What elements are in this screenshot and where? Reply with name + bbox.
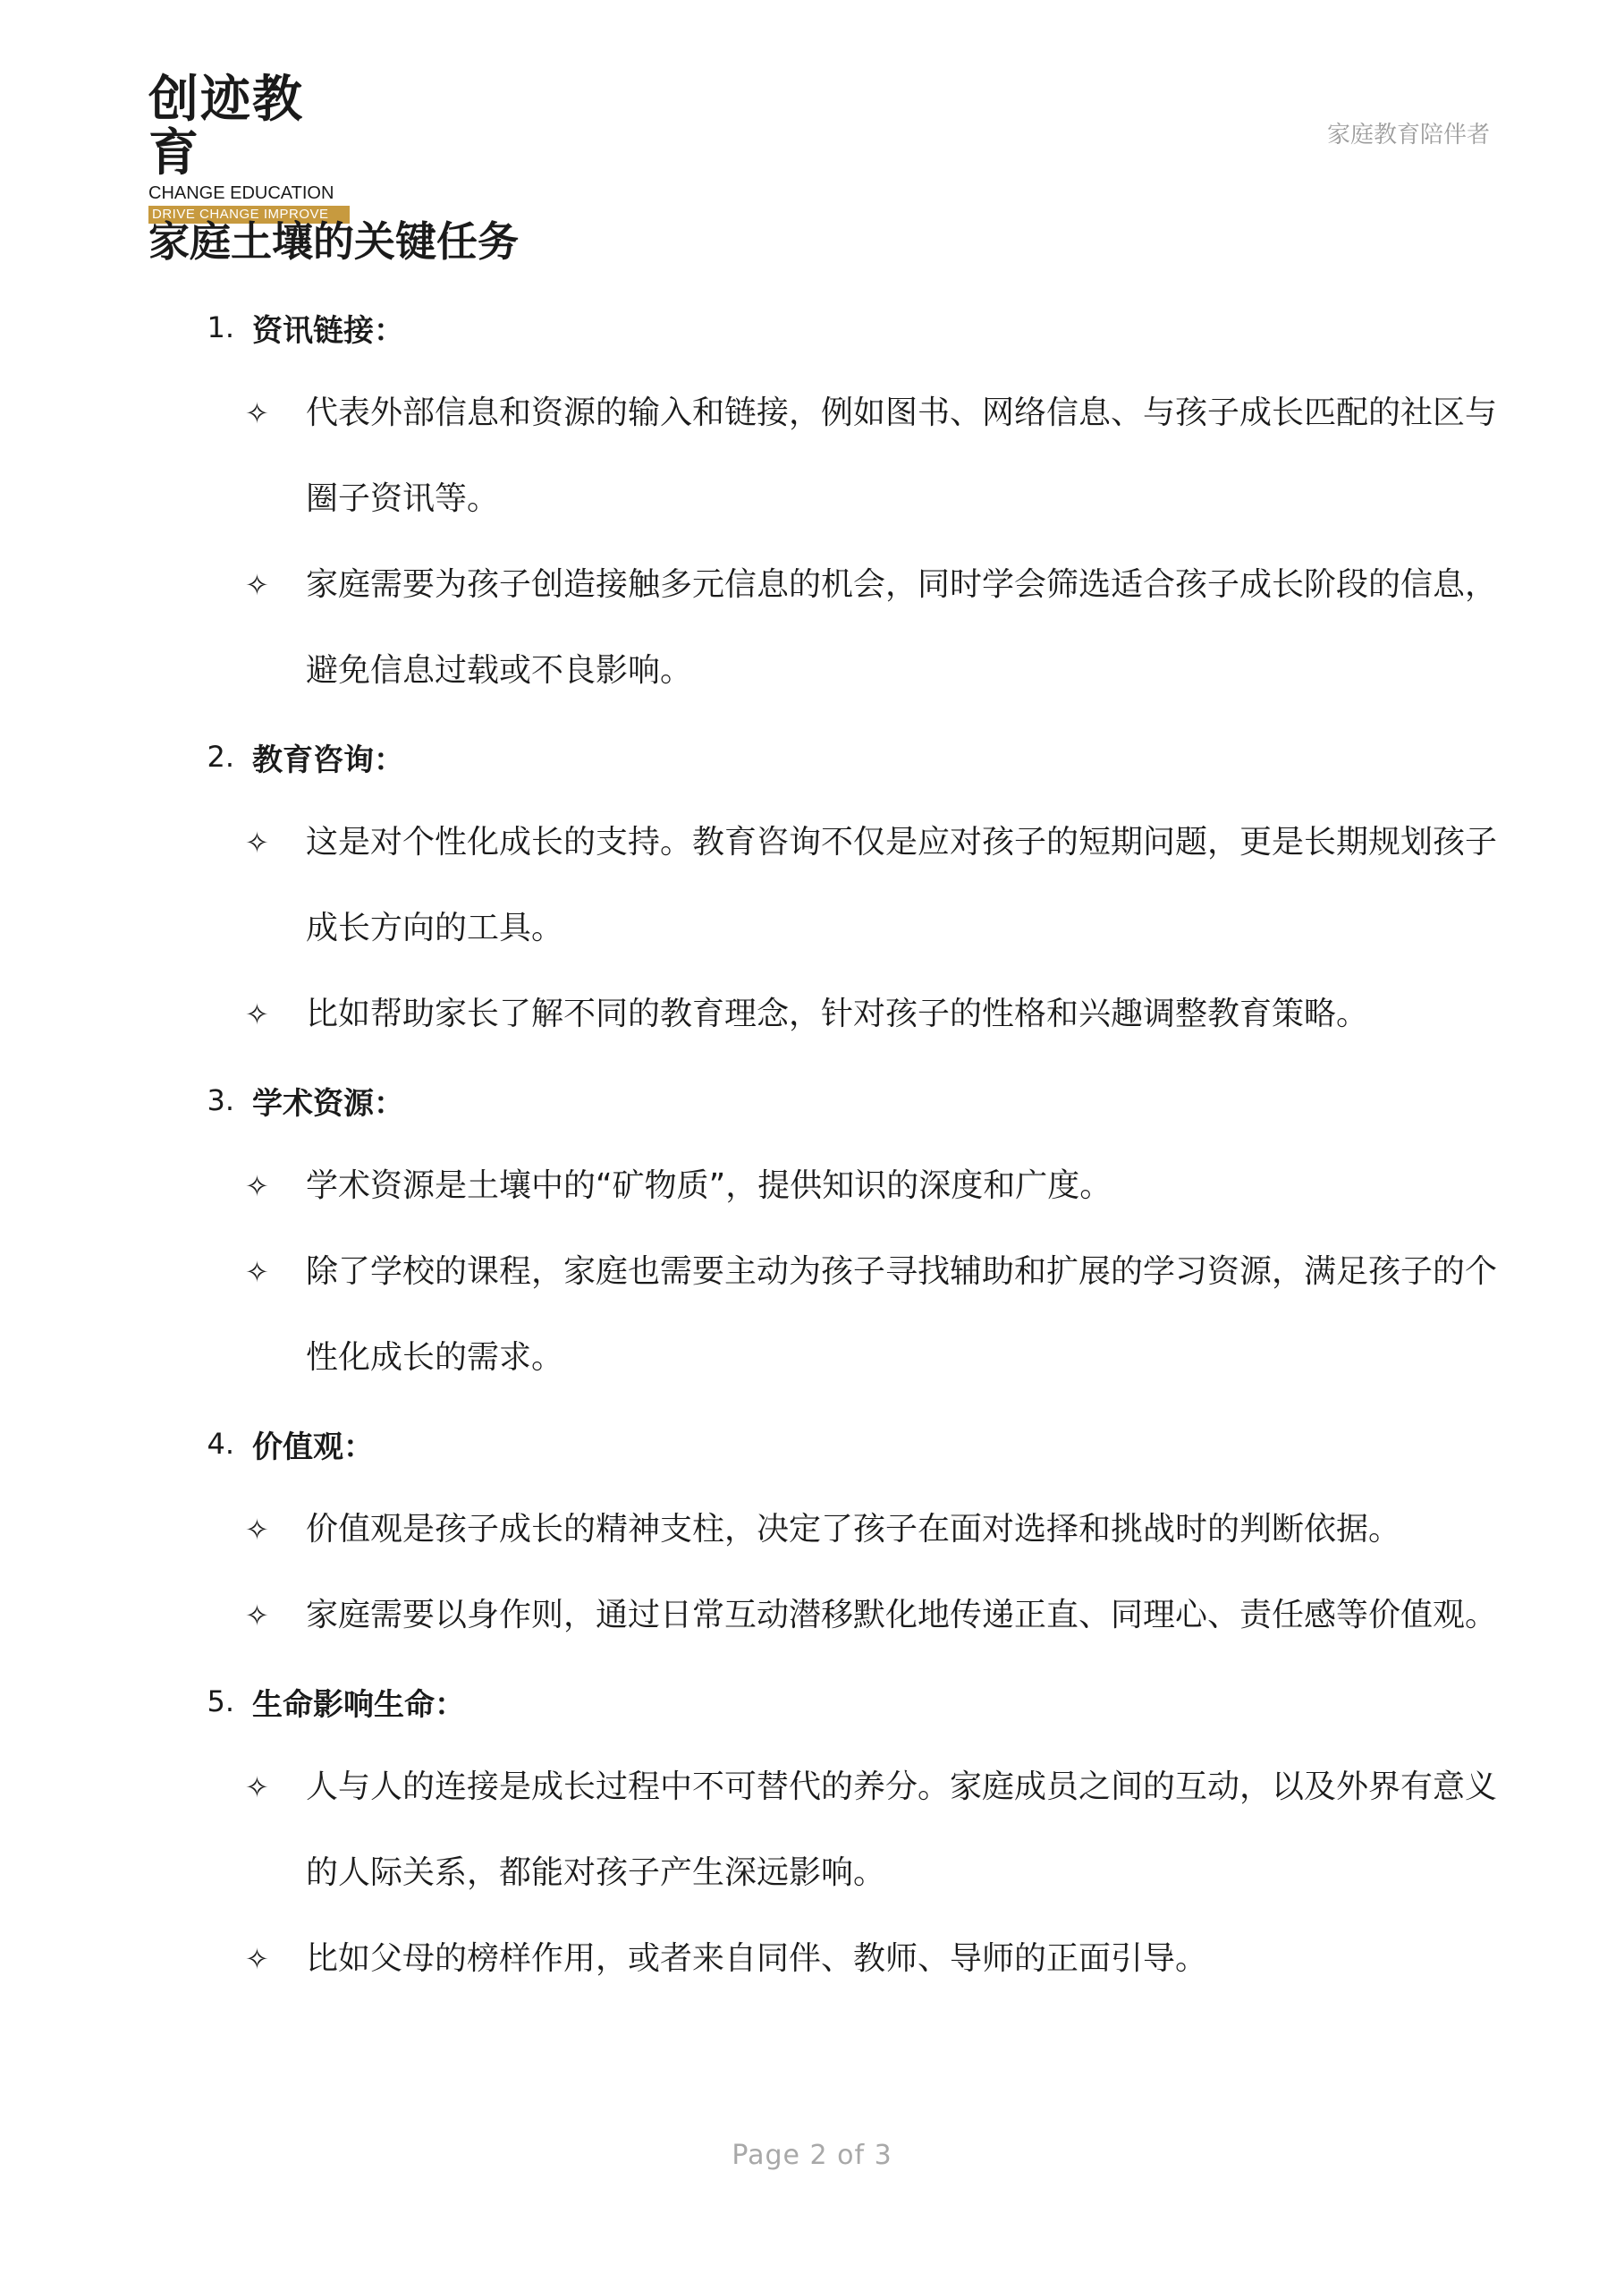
sparkle-bullet-icon: ✧ bbox=[245, 1513, 269, 1547]
sparkle-bullet-icon: ✧ bbox=[245, 1169, 269, 1203]
section-title: 资讯链接： bbox=[252, 312, 404, 349]
bullet-text: 代表外部信息和资源的输入和链接，例如图书、网络信息、与孩子成长匹配的社区与圈子资讯等。 bbox=[306, 394, 1498, 517]
section-heading bbox=[148, 714, 1508, 800]
section-title: 学术资源： bbox=[252, 1085, 404, 1122]
bullet-text: 家庭需要以身作则，通过日常互动潜移默化地传递正直、同理心、责任感等价值观。 bbox=[306, 1597, 1498, 1633]
bullet-item bbox=[148, 542, 1508, 714]
document-body bbox=[148, 199, 1508, 2002]
bullet-item bbox=[148, 1573, 1508, 1658]
section-number: 5. bbox=[207, 1684, 234, 1718]
sparkle-bullet-icon: ✧ bbox=[245, 826, 269, 860]
section-number: 3. bbox=[207, 1083, 234, 1117]
bullet-text: 比如帮助家长了解不同的教育理念，针对孩子的性格和兴趣调整教育策略。 bbox=[306, 996, 1369, 1032]
sparkle-bullet-icon: ✧ bbox=[245, 1255, 269, 1289]
bullet-item bbox=[148, 1487, 1508, 1573]
bullet-item bbox=[148, 800, 1508, 971]
sparkle-bullet-icon: ✧ bbox=[245, 997, 269, 1031]
bullet-text: 家庭需要为孩子创造接触多元信息的机会，同时学会筛选适合孩子成长阶段的信息，避免信息过载或不良影响。 bbox=[306, 566, 1498, 689]
bullet-text: 除了学校的课程，家庭也需要主动为孩子寻找辅助和扩展的学习资源，满足孩子的个性化成长的需求。 bbox=[306, 1253, 1498, 1376]
sparkle-bullet-icon: ✧ bbox=[245, 1599, 269, 1633]
section-2 bbox=[148, 714, 1508, 1057]
section-5 bbox=[148, 1658, 1508, 2002]
sparkle-bullet-icon: ✧ bbox=[245, 568, 269, 602]
header-right-text: 家庭教育陪伴者 bbox=[1326, 122, 1490, 148]
section-title: 价值观： bbox=[252, 1429, 374, 1465]
sparkle-bullet-icon: ✧ bbox=[245, 1770, 269, 1804]
section-title: 生命影响生命： bbox=[252, 1686, 465, 1723]
sparkle-bullet-icon: ✧ bbox=[245, 1942, 269, 1976]
section-heading bbox=[148, 1057, 1508, 1143]
page-footer: Page 2 of 3 bbox=[732, 2140, 892, 2171]
section-1 bbox=[148, 284, 1508, 714]
bullet-item bbox=[148, 1143, 1508, 1229]
bullet-text: 这是对个性化成长的支持。教育咨询不仅是应对孩子的短期问题，更是长期规划孩子成长方向的工具。 bbox=[306, 824, 1498, 946]
section-number: 1. bbox=[207, 310, 234, 344]
bullet-text: 比如父母的榜样作用，或者来自同伴、教师、导师的正面引导。 bbox=[306, 1940, 1208, 1977]
bullet-text: 人与人的连接是成长过程中不可替代的养分。家庭成员之间的互动，以及外界有意义的人际关系，都能对孩子产生深远影响。 bbox=[306, 1768, 1498, 1891]
bullet-item bbox=[148, 1916, 1508, 2002]
section-number: 4. bbox=[207, 1427, 234, 1461]
section-title: 教育咨询： bbox=[252, 742, 404, 778]
bullet-text: 价值观是孩子成长的精神支柱，决定了孩子在面对选择和挑战时的判断依据。 bbox=[306, 1511, 1401, 1548]
logo-english: CHANGE EDUCATION bbox=[148, 183, 334, 203]
logo-chinese: 创迹教育 bbox=[148, 71, 304, 182]
bullet-text: 学术资源是土壤中的“矿物质”，提供知识的深度和广度。 bbox=[306, 1167, 1112, 1204]
section-heading bbox=[148, 1401, 1508, 1487]
bullet-item bbox=[148, 370, 1508, 542]
section-number: 2. bbox=[207, 740, 234, 774]
bullet-item bbox=[148, 1229, 1508, 1401]
section-heading bbox=[148, 284, 1508, 370]
page-title: 家庭土壤的关键任务 bbox=[148, 217, 519, 266]
logo-tagline: DRIVE CHANGE IMPROVE bbox=[148, 206, 350, 224]
sparkle-bullet-icon: ✧ bbox=[245, 396, 269, 430]
section-heading bbox=[148, 1658, 1508, 1744]
section-3 bbox=[148, 1057, 1508, 1401]
page-header bbox=[0, 0, 1624, 222]
section-4 bbox=[148, 1401, 1508, 1658]
bullet-item bbox=[148, 1744, 1508, 1916]
bullet-item bbox=[148, 971, 1508, 1057]
